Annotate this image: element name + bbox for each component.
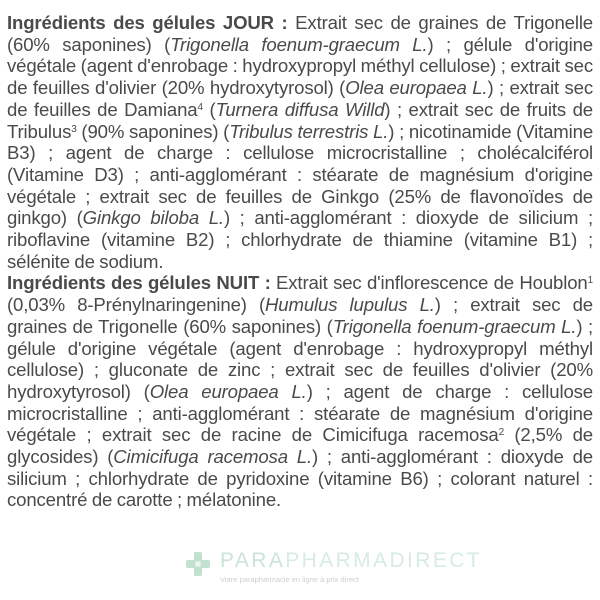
day-text-5: ) ; extrait sec de fruits de Tribulus [7,98,593,142]
day-text-3: ) ; extrait sec de feuilles de Damiana [7,77,593,120]
cross-logo-icon [184,550,212,578]
ingredients-document [7,12,593,511]
night-text-3: ) ; extrait sec de graines de Trigonelle (60% saponines) ( [7,294,593,337]
brand-watermark [180,548,483,588]
night-latin-name-4: Cimicifuga racemosa L. [113,446,312,468]
day-text-2: ) ; gélule d'origine végétale (agent d'enrobage : hydroxypropyl méthyl cellulose) ; extrait sec de feuilles d'olivier (20% hydroxytyrosol) ( [7,33,593,99]
day-latin-name-3: Turnera diffusa Willd [215,98,385,120]
night-capsules-ingredients [7,272,593,511]
night-latin-name-1: Humulus lupulus L. [265,294,435,316]
day-heading: Ingrédients des gélules JOUR : [7,12,288,33]
day-text-4: ( [202,98,216,120]
day-text-7: ) ; nicotinamide (Vitamine B3) ; agent de charge : cellulose microcristalline ; cholécalciférol (Vitamine D3) ; anti-agglomérant : stéarate de magnésium d'origine végétale ; extrait sec de feuilles de Ginkgo (25% de flavonoïdes de ginkgo) ( [7,120,594,229]
night-latin-name-3: Olea europaea L. [149,380,307,402]
day-text-8: ) ; anti-agglomérant : dioxyde de silicium ; riboflavine (vitamine B2) ; chlorhydrate de thiamine (vitamine B1) ; sélénite de sodium. [7,207,593,272]
day-latin-name-1: Trigonella foenum-graecum L. [170,33,428,55]
day-latin-name-2: Olea europaea L. [345,77,488,99]
footnote-marker: 3 [71,123,77,135]
day-capsules-ingredients [7,12,593,272]
night-latin-name-2: Trigonella foenum-graecum L. [332,315,577,337]
night-text-7: ) ; anti-agglomérant : dioxyde de silicium ; chlorhydrate de pyridoxine (vitamine B6) ; colorant naturel : concentré de carotte ; mélatonine. [7,446,593,511]
watermark-brand-name [220,549,482,573]
night-text-2: (0,03% 8-Prénylnaringenine) ( [7,294,266,316]
day-latin-name-4: Tribulus terrestris L. [229,120,389,142]
night-heading: Ingrédients des gélules NUIT : [7,272,271,294]
day-latin-name-5: Ginkgo biloba L. [82,207,224,229]
night-text-5: ) ; agent de charge : cellulose microcristalline ; anti-agglomérant : stéarate de magnésium d'origine végétale ; extrait sec de racine de Cimicifuga racemosa [7,380,593,446]
watermark-tagline: Votre parapharmacie en ligne à prix direct [220,575,359,584]
day-text-1: Extrait sec de graines de Trigonelle (60% saponines) ( [7,12,594,55]
night-text-6: (2,5% de glycosides) ( [7,424,593,468]
watermark-brand-light: PHARMADIRECT [285,549,483,572]
footnote-marker: 1 [587,275,593,287]
watermark-brand-bold: PARA [220,549,286,572]
footnote-marker: 2 [498,427,504,439]
night-text-1: Extrait sec d'inflorescence de Houblon [270,272,588,294]
night-text-4: ) ; gélule d'origine végétale (agent d'enrobage : hydroxypropyl méthyl cellulose) ; gluconate de zinc ; extrait sec de feuilles d'olivier (20% hydroxytyrosol) ( [7,315,593,402]
day-text-6: (90% saponines) ( [76,120,230,142]
footnote-marker: 4 [197,101,203,113]
